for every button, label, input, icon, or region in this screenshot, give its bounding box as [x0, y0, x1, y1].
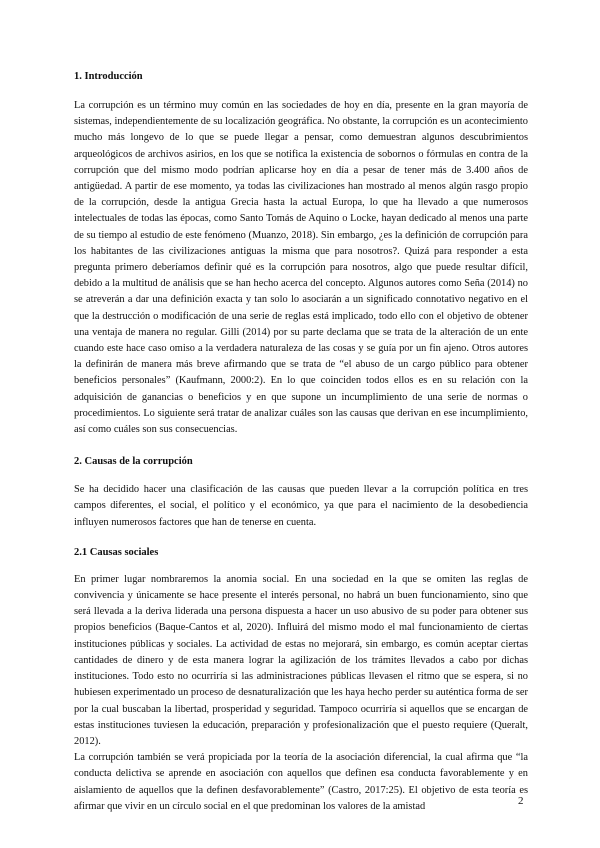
introduction-paragraph: La corrupción es un término muy común en las sociedades de hoy en día, presente en la gran mayoría de sistemas, independientemente de su localización geográfica. No obstante, la corrupción es un acontecimiento mucho más longevo de lo que se puede llegar a pensar, como demuestran algunos descubrimientos arqueológicos de archivos asirios, en los que se notifica la existencia de sobornos o fórmulas en contra de la corrupción que del mismo modo podrían aplicarse hoy en día a pesar de tener más de 3.400 años de antigüedad. A partir de ese momento, ya todas las civilizaciones han mostrado al menos algún rasgo propio de la corrupción, desde la antigua Grecia hasta la actual Europa, lo que ha llevado a que numerosos intelectuales de todas las épocas, como Santo Tomás de Aquino o Locke, hayan dedicado al menos una parte de su tiempo al estudio de este fenómeno (Muanzo, 2018). Sin embargo, ¿es la definición de corrupción para los habitantes de las civilizaciones antiguas la misma que para nosotros?. Quizá para responder a esta pregunta primero deberíamos definir qué es la corrupción para nosotros, algo que puede resultar difícil, debido a la multitud de análisis que se han hecho acerca del concepto. Algunos autores como Seña (2014) no se atreverán a dar una definición exacta y tan solo lo asociarán a un significado connotativo negativo en el que la destrucción o modificación de una serie de reglas está implicado, todo ello con el objetivo de obtener una ventaja de manera no regular. Gilli (2014) por su parte declama que se trata de la alteración de un ente cuando este hace caso omiso a la verdadera naturaleza de las cosas y se guía por un fin ajeno. Otros autores la definirán de manera más breve afirmando que se trata de “el abuso de un cargo público para obtener beneficios personales” (Kaufmann, 2000:2). En lo que coinciden todos ellos es en su relación con la adquisición de ganancias o beneficios y en que supone un incumplimiento de una serie de normas o procedimientos. Lo siguiente será tratar de analizar cuáles son las causas que derivan en ese incumplimiento, así como cuáles son sus consecuencias.: [74, 100, 528, 436]
section-heading-social-causes: 2.1 Causas sociales: [74, 546, 159, 558]
section-heading-causes: 2. Causas de la corrupción: [74, 456, 193, 468]
causes-paragraph: Se ha decidido hacer una clasificación de las causas que pueden llevar a la corrupción política en tres campos diferentes, el social, el político y el económico, ya que para el nacimiento de la desobediencia influyen numerosos factores que han de tenerse en cuenta.: [74, 484, 528, 528]
section-heading-introduction: 1. Introducción: [74, 71, 143, 82]
social-causes-paragraph-2: La corrupción también se verá propiciada por la teoría de la asociación diferencial, la cual afirma que “la conducta delictiva se aprende en asociación con aquellos que definen esa conducta favorablemente y en aislamiento de aquellos que la definen desfavorablemente” (Castro, 2017:25). El objetivo de esta teoría es afirmar que vivir en un círculo social en el que predominan los valores de la amistad: [74, 752, 528, 812]
social-causes-paragraph-1: En primer lugar nombraremos la anomia social. En una sociedad en la que se omiten las reglas de convivencia y únicamente se hace presente el interés personal, no habrá un buen funcionamiento, sino que será llevada a la deriva liderada una persona dispuesta a hacer un uso abusivo de su poder para obtener sus propios beneficios (Baque-Cantos et al, 2020). Influirá del mismo modo el mal funcionamiento de ciertas instituciones públicas y sociales. La actividad de estas no mejorará, sin embargo, es común aceptar ciertas cantidades de dinero y de esta manera lograr la agilización de los trámites llevados a cabo por dichas instituciones. Todo esto no ocurriría si las administraciones públicas llevasen el ritmo que se espera, si no hubiesen experimentado un proceso de desnaturalización que les haya hecho perder su auténtica forma de ser por la cual buscaban la libertad, prosperidad y seguridad. Tampoco ocurriría si aquellos que se encargan de estas instituciones tuviesen la educación, preparación y profesionalización que el puesto requiere (Queralt, 2012).: [74, 573, 528, 747]
page-number: 2: [518, 795, 524, 807]
page-content: [74, 69, 528, 815]
